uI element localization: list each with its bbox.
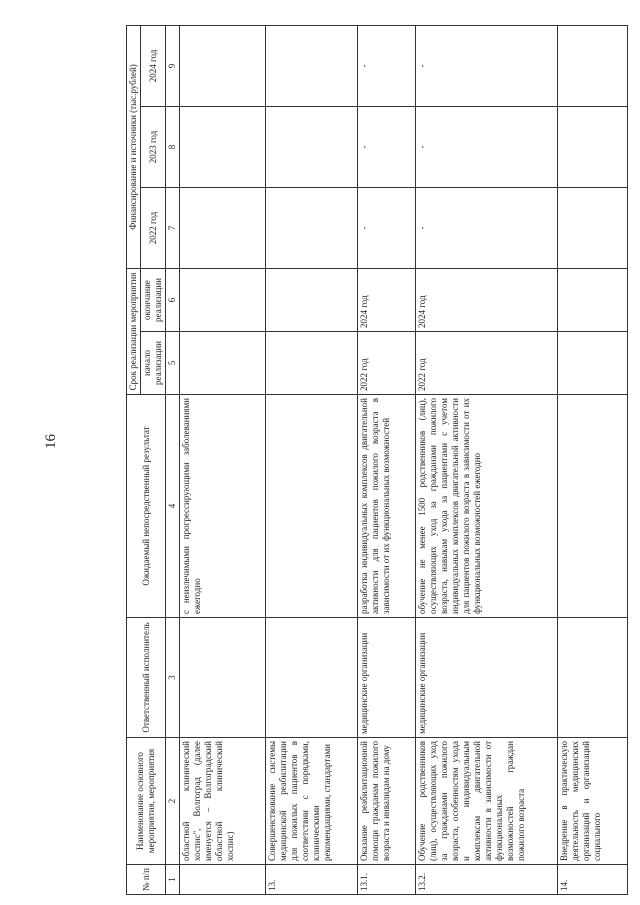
row-f2022 [558, 188, 628, 269]
col-number: 5 [166, 332, 180, 395]
row-f2023 [180, 107, 266, 188]
row-f2022: - [358, 188, 416, 269]
row-end: 2024 год [416, 269, 558, 332]
col-number: 3 [166, 618, 180, 738]
row-executor: медицинские организации [416, 618, 558, 738]
row-end [558, 269, 628, 332]
row-result: с неизлечимыми прогрессирующими заболеваниями ежегодно [180, 395, 266, 618]
col-number: 7 [166, 188, 180, 269]
row-start [558, 332, 628, 395]
col-number: 1 [166, 865, 180, 895]
header-financing: Финансирование и источники (тыс.рублей) [127, 25, 141, 268]
row-executor: медицинские организации [358, 618, 416, 738]
col-number: 4 [166, 395, 180, 618]
row-result [558, 395, 628, 618]
col-number: 8 [166, 107, 180, 188]
row-f2024: - [416, 25, 558, 106]
row-name: Внедрение в практическую деятельность медицинских организаций и организаций социального [558, 738, 628, 865]
row-end [180, 269, 266, 332]
row-f2023 [558, 107, 628, 188]
row-end [266, 269, 358, 332]
row-name: Оказание реабилитационной помощи гражданам пожилого возраста и инвалидам на дому [358, 738, 416, 865]
row-executor [558, 618, 628, 738]
table-row [180, 25, 266, 894]
row-name: областной клинический хоспис", Волгоград (далее именуется – Волгоградский областной клинический хоспис) [180, 738, 266, 865]
header-period: Срок реализации мероприятия [127, 269, 141, 395]
row-result [266, 395, 358, 618]
header-2023: 2023 год [141, 107, 166, 188]
table-row [266, 25, 358, 894]
header-end: окончание реализации [141, 269, 166, 332]
row-f2022 [180, 188, 266, 269]
row-number: 13.1. [358, 865, 416, 895]
row-executor [266, 618, 358, 738]
row-name: Обучение родственников (лиц), осуществляющих уход за гражданами пожилого возраста, особенностям ухода и индивидуальным комплексам двигательной активности в зависимости от функциональных возможностей граждан пожилого возраста [416, 738, 558, 865]
table-row [558, 25, 628, 894]
col-number: 2 [166, 738, 180, 865]
header-result: Ожидаемый непосредственный результат [127, 395, 166, 618]
row-start: 2022 год [358, 332, 416, 395]
table-row [416, 25, 558, 894]
header-row-1 [127, 25, 141, 894]
row-start [180, 332, 266, 395]
row-f2022 [266, 188, 358, 269]
header-no: № п/п [127, 865, 166, 895]
row-f2024 [266, 25, 358, 106]
row-f2022: - [416, 188, 558, 269]
header-name: Наименование основного мероприятия, мероприятия [127, 738, 166, 865]
program-table [126, 25, 628, 895]
column-number-row [166, 25, 180, 894]
row-name: Совершенствование системы медицинской реабилитации для пожилых пациентов в соответствии с порядками, клиническими рекомендациями, стандартами [266, 738, 358, 865]
row-result: обучение не менее 1500 родственников (лиц), осуществляющих уход за гражданами пожилого возраста, навыкам ухода за пациентами с учетом индивидуальных комплексов двигательной активности для пациентов пожилого возраста в зависимости от их функциональных возможностей ежегодно [416, 395, 558, 618]
row-f2024 [558, 25, 628, 106]
row-result: разработка индивидуальных комплексов двигательной активности для пациентов пожилого возраста в зависимости от их функциональных возможностей [358, 395, 416, 618]
page-number: 16 [43, 434, 59, 449]
row-number: 13. [266, 865, 358, 895]
header-start: начало реализации [141, 332, 166, 395]
header-2022: 2022 год [141, 188, 166, 269]
row-end: 2024 год [358, 269, 416, 332]
row-f2023: - [358, 107, 416, 188]
col-number: 6 [166, 269, 180, 332]
row-number [180, 865, 266, 895]
row-f2023 [266, 107, 358, 188]
row-executor [180, 618, 266, 738]
row-number: 14. [558, 865, 628, 895]
header-executor: Ответственный исполнитель [127, 618, 166, 738]
header-2024: 2024 год [141, 25, 166, 106]
col-number: 9 [166, 25, 180, 106]
row-f2024: - [358, 25, 416, 106]
row-start: 2022 год [416, 332, 558, 395]
row-number: 13.2. [416, 865, 558, 895]
row-f2024 [180, 25, 266, 106]
row-f2023: - [416, 107, 558, 188]
row-start [266, 332, 358, 395]
table-row [358, 25, 416, 894]
